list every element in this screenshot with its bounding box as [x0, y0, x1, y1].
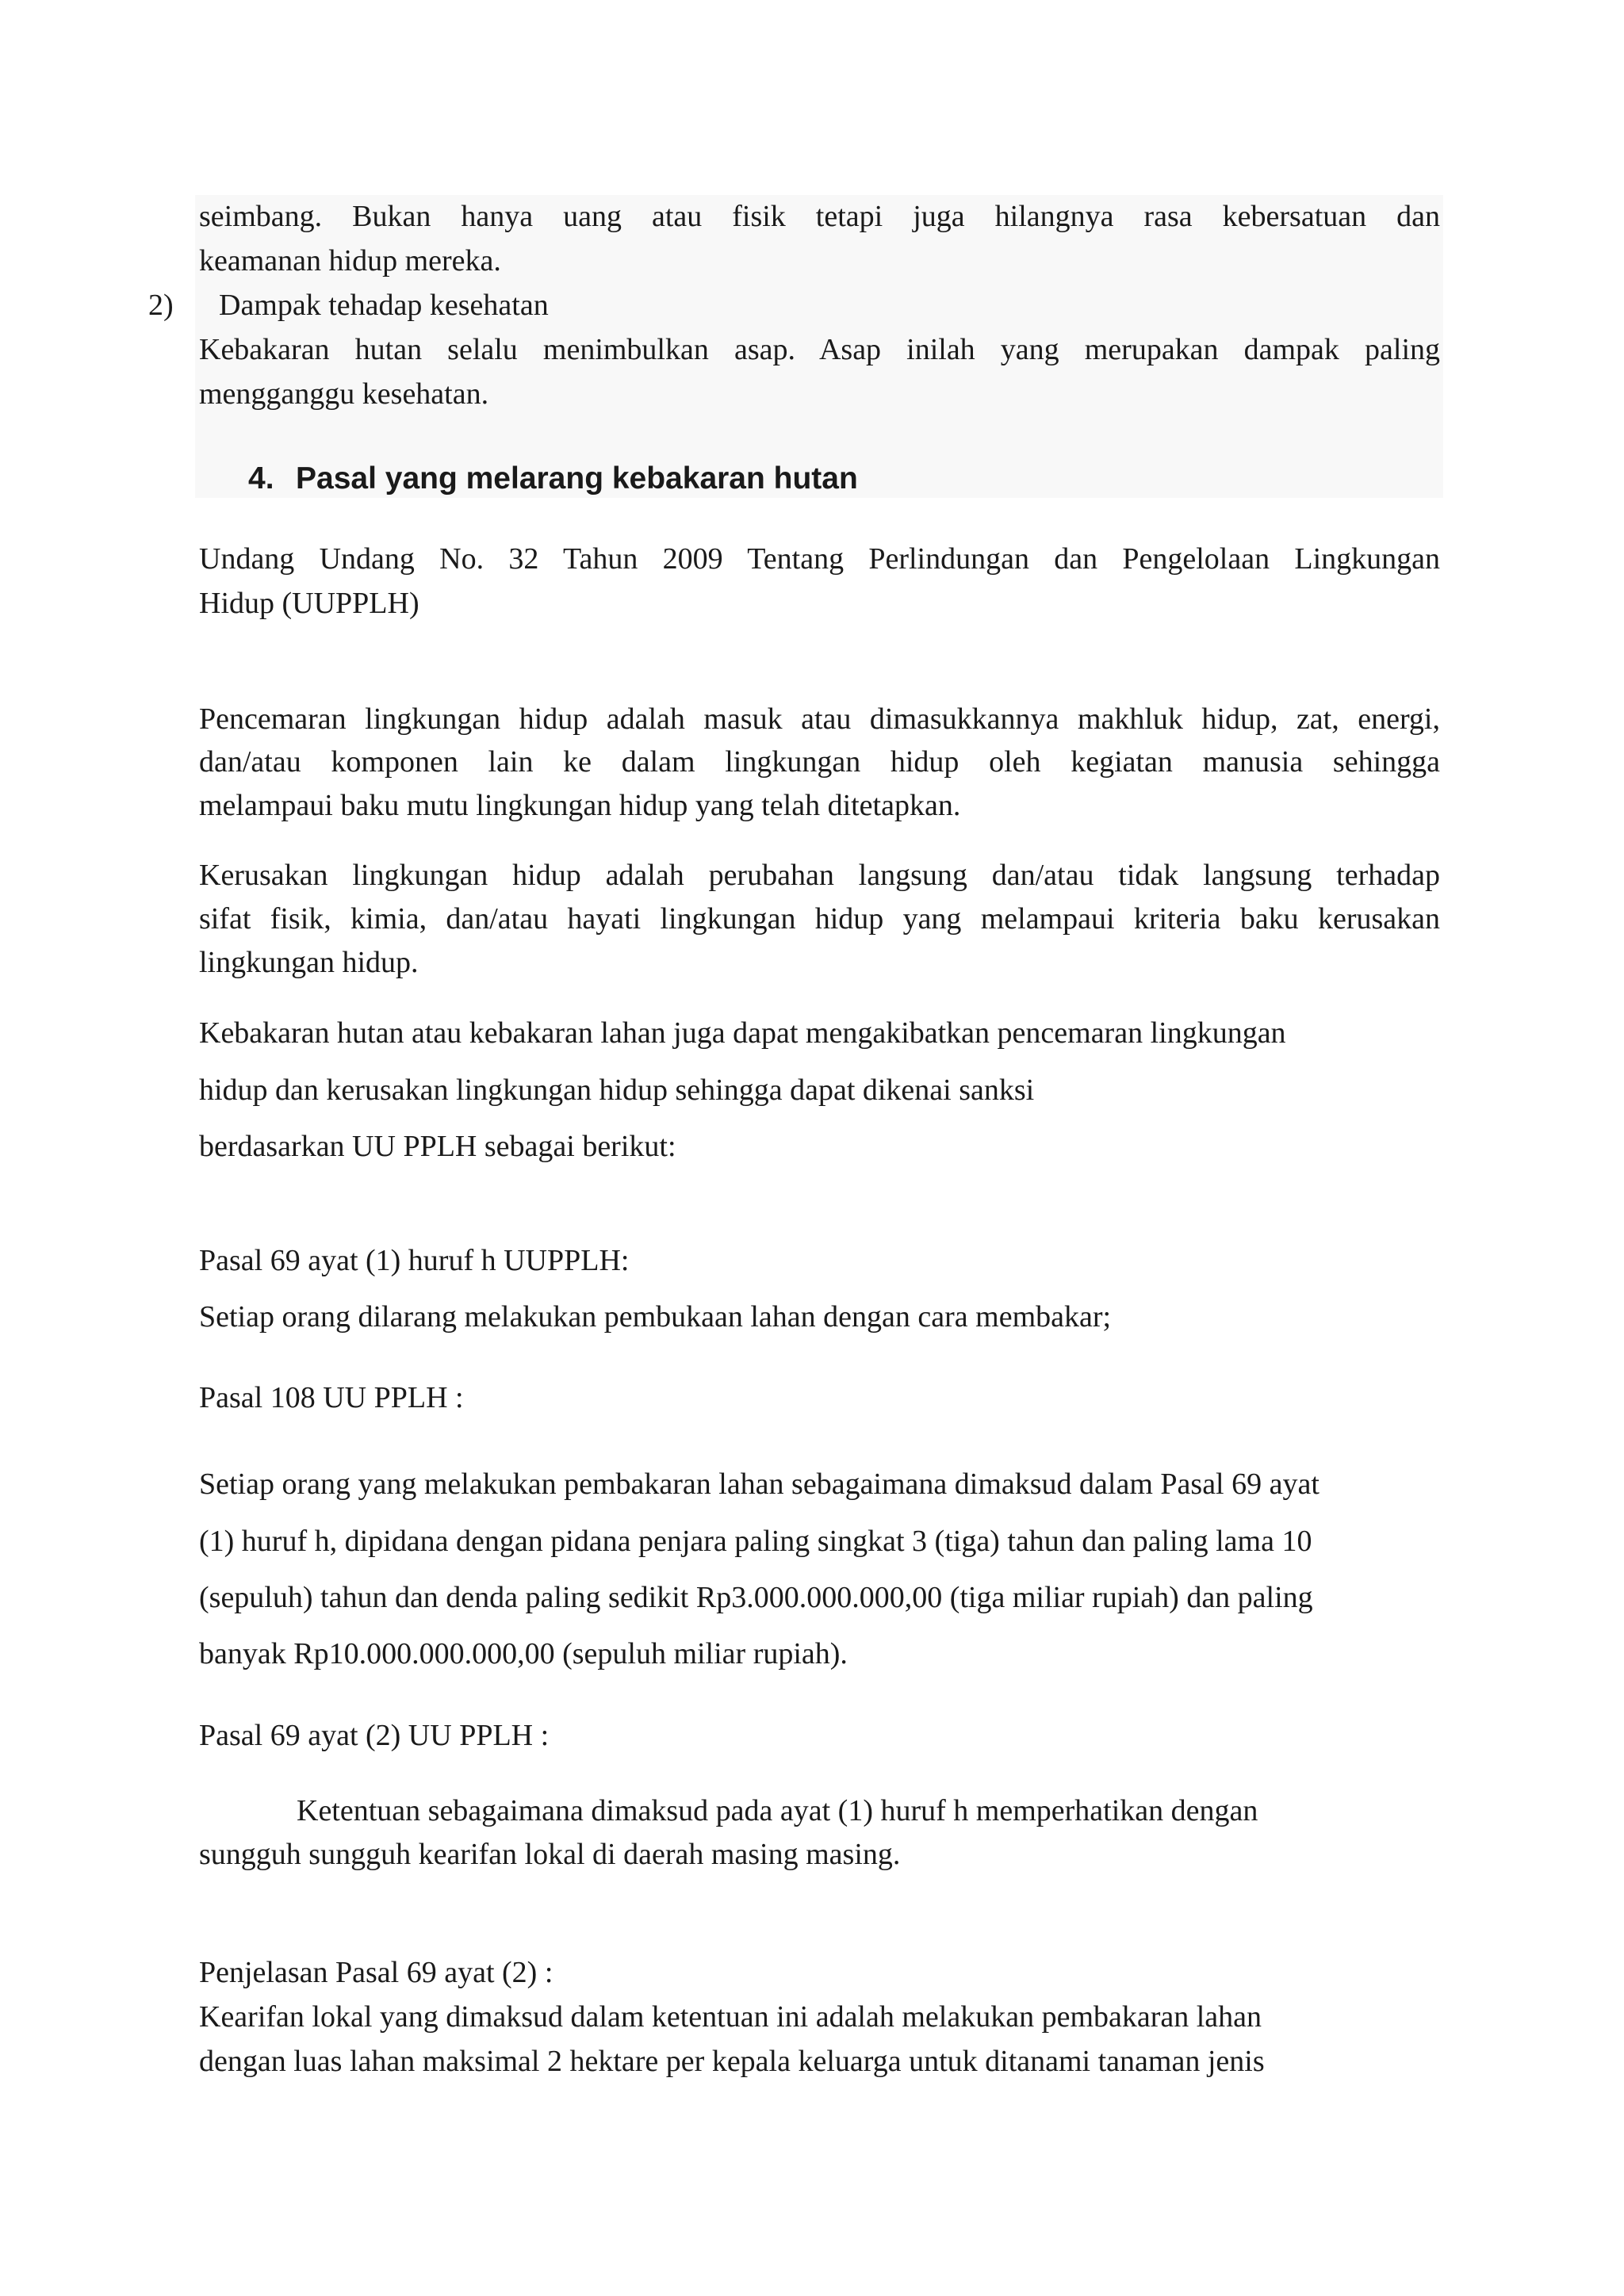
pasal69-2-line-1: Ketentuan sebagaimana dimaksud pada ayat (1) huruf h memperhatikan dengan: [297, 1794, 1258, 1827]
pasal108-line-4: banyak Rp10.000.000.000,00 (sepuluh miliar rupiah).: [199, 1637, 848, 1670]
pasal69-2-line-2: sungguh sungguh kearifan lokal di daerah masing masing.: [199, 1838, 901, 1871]
intro-line-2: keamanan hidup mereka.: [199, 244, 501, 277]
list-number: 2): [148, 289, 174, 322]
item2-line-1: Kebakaran hutan selalu menimbulkan asap. Asap inilah yang merupakan dampak paling: [199, 333, 1440, 366]
pasal108-line-2: (1) huruf h, dipidana dengan pidana penjara paling singkat 3 (tiga) tahun dan paling lama 10: [199, 1525, 1312, 1558]
intro-line-1: seimbang. Bukan hanya uang atau fisik tetapi juga hilangnya rasa kebersatuan dan: [199, 200, 1440, 233]
law-line-1: Undang Undang No. 32 Tahun 2009 Tentang Perlindungan dan Pengelolaan Lingkungan: [199, 542, 1440, 576]
kerusakan-line-3: lingkungan hidup.: [199, 946, 419, 979]
penjelasan-line-2: dengan luas lahan maksimal 2 hektare per kepala keluarga untuk ditanami tanaman jenis: [199, 2045, 1265, 2078]
pencemaran-line-1: Pencemaran lingkungan hidup adalah masuk atau dimasukkannya makhluk hidup, zat, energi,: [199, 702, 1440, 736]
pasal69-2-title: Pasal 69 ayat (2) UU PPLH :: [199, 1719, 550, 1752]
pasal69-1-title: Pasal 69 ayat (1) huruf h UUPPLH:: [199, 1244, 630, 1277]
law-line-2: Hidup (UUPPLH): [199, 587, 419, 620]
pencemaran-line-2: dan/atau komponen lain ke dalam lingkungan hidup oleh kegiatan manusia sehingga: [199, 745, 1440, 779]
section-heading: Pasal yang melarang kebakaran hutan: [296, 461, 858, 496]
pasal69-1-body: Setiap orang dilarang melakukan pembukaan lahan dengan cara membakar;: [199, 1300, 1112, 1334]
kebakaran-line-3: berdasarkan UU PPLH sebagai berikut:: [199, 1130, 676, 1163]
kebakaran-line-1: Kebakaran hutan atau kebakaran lahan juga dapat mengakibatkan pencemaran lingkungan: [199, 1016, 1286, 1050]
penjelasan-line-1: Kearifan lokal yang dimaksud dalam ketentuan ini adalah melakukan pembakaran lahan: [199, 2000, 1262, 2034]
item2-line-2: mengganggu kesehatan.: [199, 377, 489, 411]
section-number: 4.: [248, 461, 274, 496]
kerusakan-line-2: sifat fisik, kimia, dan/atau hayati lingkungan hidup yang melampaui kriteria baku kerusakan: [199, 902, 1440, 936]
penjelasan-title: Penjelasan Pasal 69 ayat (2) :: [199, 1956, 553, 1989]
pasal108-line-1: Setiap orang yang melakukan pembakaran lahan sebagaimana dimaksud dalam Pasal 69 ayat: [199, 1468, 1320, 1501]
list-item-title: Dampak tehadap kesehatan: [219, 289, 549, 322]
pasal108-title: Pasal 108 UU PPLH :: [199, 1381, 464, 1414]
pencemaran-line-3: melampaui baku mutu lingkungan hidup yang telah ditetapkan.: [199, 789, 961, 822]
kebakaran-line-2: hidup dan kerusakan lingkungan hidup sehingga dapat dikenai sanksi: [199, 1073, 1035, 1107]
pasal108-line-3: (sepuluh) tahun dan denda paling sedikit Rp3.000.000.000,00 (tiga miliar rupiah) dan paling: [199, 1581, 1313, 1614]
kerusakan-line-1: Kerusakan lingkungan hidup adalah perubahan langsung dan/atau tidak langsung terhadap: [199, 859, 1440, 892]
